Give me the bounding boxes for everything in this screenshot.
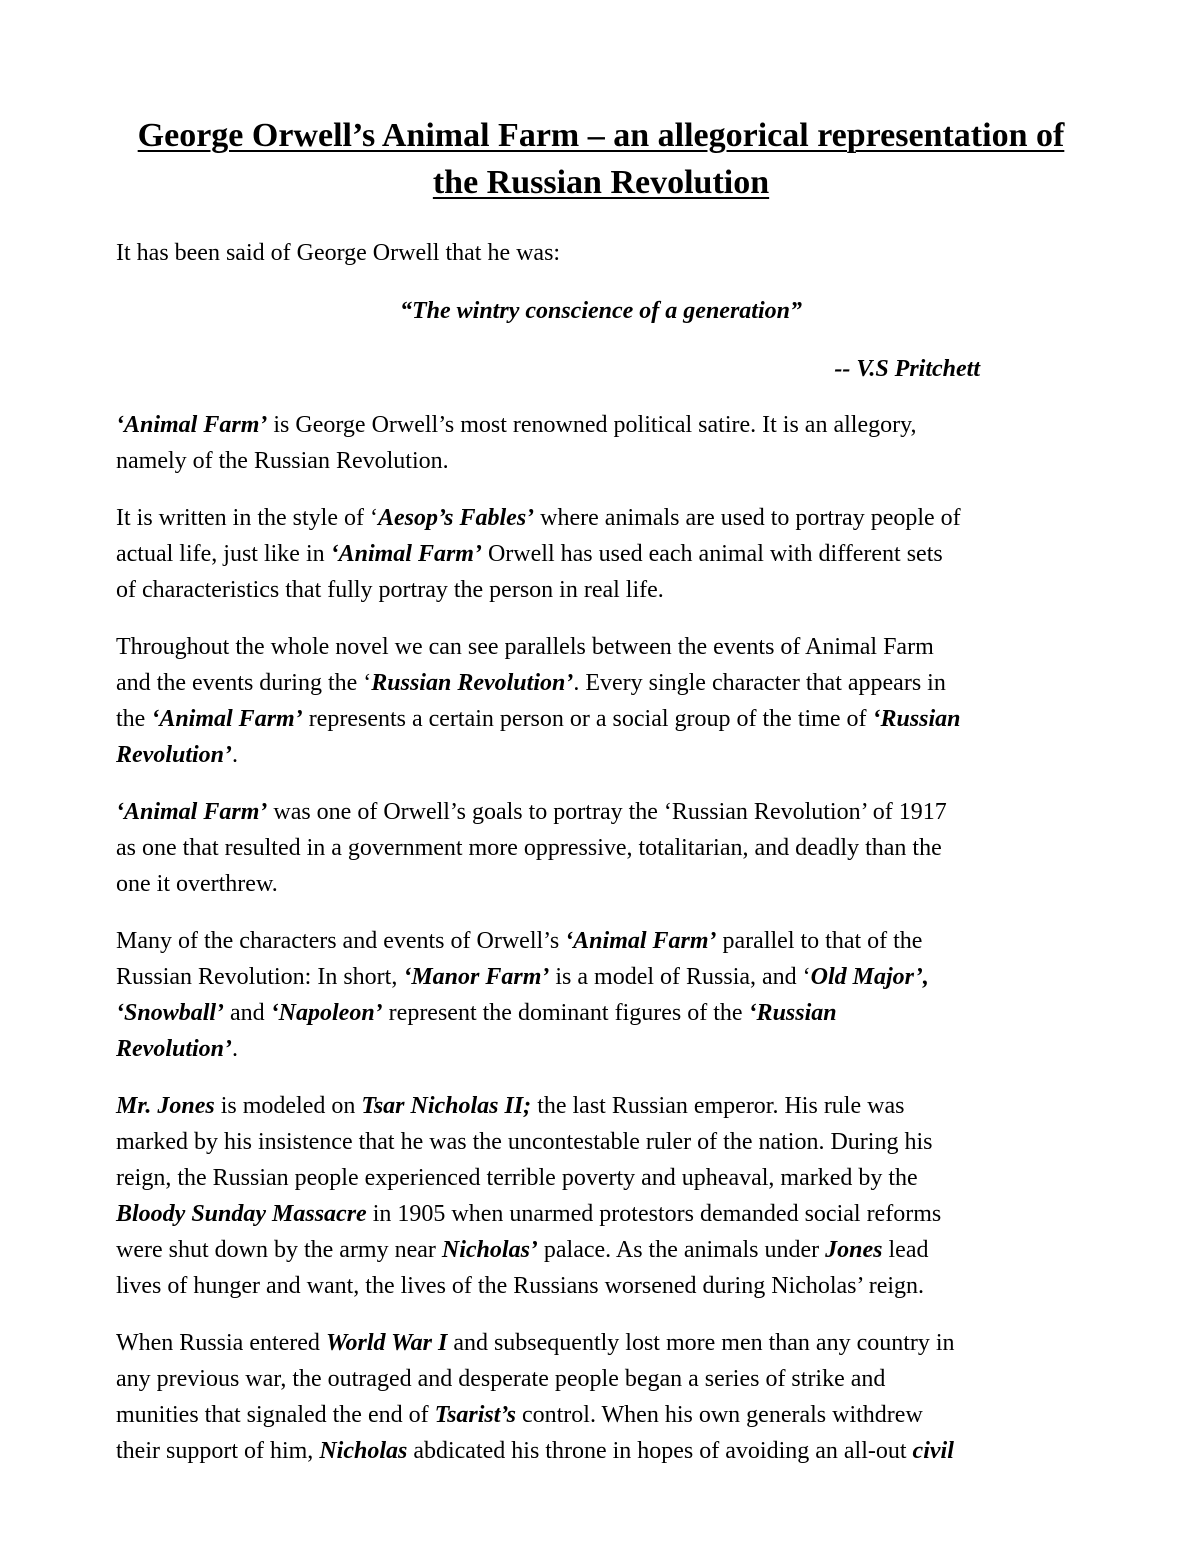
text-run: .: [232, 1036, 239, 1062]
title-line-2: the Russian Revolution: [432, 164, 770, 201]
text-run: their support of him,: [116, 1438, 320, 1464]
text-line: [116, 866, 1086, 902]
text-run: . Every single character that appears in: [573, 670, 946, 696]
text-line: [116, 1433, 1086, 1469]
text-line: [116, 1196, 1086, 1232]
text-run: munities that signaled the end of: [116, 1402, 435, 1428]
intro-text: It has been said of George Orwell that he was:: [116, 240, 561, 266]
emphasized-text: Jones: [825, 1237, 883, 1263]
text-line: [116, 1268, 1086, 1304]
text-run: represents a certain person or a social group of the time of: [302, 706, 873, 732]
text-run: lives of hunger and want, the lives of the Russians worsened during Nicholas’ reign.: [116, 1273, 925, 1299]
quote: “The wintry conscience of a generation”: [400, 298, 802, 324]
body-text: [116, 407, 1086, 1469]
text-line: [116, 737, 1086, 773]
text-line: [116, 1160, 1086, 1196]
emphasized-text: ‘Snowball’: [116, 1000, 225, 1026]
paragraph: [116, 923, 1086, 1067]
text-run: When Russia entered: [116, 1330, 326, 1356]
text-run: is modeled on: [214, 1093, 362, 1119]
emphasized-text: ‘Russian: [872, 706, 961, 732]
text-run: palace. As the animals under: [537, 1237, 826, 1263]
text-line: [116, 407, 1086, 443]
emphasized-text: ‘Animal Farm’: [151, 706, 303, 732]
text-run: Orwell has used each animal with different sets: [481, 541, 943, 567]
text-run: lead: [882, 1237, 929, 1263]
text-line: [116, 1232, 1086, 1268]
text-run: abdicated his throne in hopes of avoiding an all-out: [407, 1438, 913, 1464]
text-run: Many of the characters and events of Orwell’s: [116, 928, 566, 954]
quote-attribution: -- V.S Pritchett: [834, 356, 980, 382]
paragraph: [116, 794, 1086, 902]
emphasized-text: Aesop’s Fables’: [377, 505, 535, 531]
emphasized-text: ‘Animal Farm’: [330, 541, 482, 567]
document-page: [116, 112, 1086, 1469]
emphasized-text: ‘Animal Farm’: [116, 412, 268, 438]
document-title: [116, 112, 1086, 206]
emphasized-text: Mr. Jones: [116, 1093, 215, 1119]
text-line: [116, 665, 1086, 701]
text-line: [116, 1124, 1086, 1160]
text-run: and subsequently lost more men than any country in: [447, 1330, 955, 1356]
text-run: Russian Revolution: In short,: [116, 964, 404, 990]
paragraph: [116, 1325, 1086, 1469]
text-line: [116, 500, 1086, 536]
paragraph: [116, 500, 1086, 608]
text-run: as one that resulted in a government more oppressive, totalitarian, and deadly than the: [116, 835, 942, 861]
text-run: the last Russian emperor. His rule was: [531, 1093, 905, 1119]
text-line: [116, 1325, 1086, 1361]
text-line: [116, 923, 1086, 959]
text-run: any previous war, the outraged and desperate people began a series of strike and: [116, 1366, 886, 1392]
text-run: reign, the Russian people experienced terrible poverty and upheaval, marked by the: [116, 1165, 918, 1191]
text-run: and the events during the ‘: [116, 670, 372, 696]
text-line: [116, 959, 1086, 995]
emphasized-text: Bloody Sunday Massacre: [116, 1201, 367, 1227]
text-run: one it overthrew.: [116, 871, 278, 897]
text-run: namely of the Russian Revolution.: [116, 448, 449, 474]
emphasized-text: Revolution’: [116, 1036, 233, 1062]
text-run: were shut down by the army near: [116, 1237, 442, 1263]
text-line: [116, 629, 1086, 665]
text-run: represent the dominant figures of the: [382, 1000, 749, 1026]
emphasized-text: ‘Animal Farm’: [116, 799, 268, 825]
text-line: [116, 443, 1086, 479]
text-line: [116, 701, 1086, 737]
text-line: [116, 1397, 1086, 1433]
emphasized-text: Tsar Nicholas II;: [361, 1093, 532, 1119]
emphasized-text: ‘Manor Farm’: [403, 964, 550, 990]
text-run: Throughout the whole novel we can see parallels between the events of Animal Farm: [116, 634, 934, 660]
emphasized-text: ‘Napoleon’: [270, 1000, 383, 1026]
emphasized-text: Revolution’: [116, 742, 233, 768]
paragraph: [116, 629, 1086, 773]
text-line: [116, 830, 1086, 866]
emphasized-text: Nicholas: [319, 1438, 408, 1464]
text-line: [116, 1031, 1086, 1067]
text-run: marked by his insistence that he was the uncontestable ruler of the nation. During his: [116, 1129, 933, 1155]
text-line: [116, 1361, 1086, 1397]
paragraph: [116, 1088, 1086, 1304]
text-run: It is written in the style of ‘: [116, 505, 378, 531]
emphasized-text: civil: [912, 1438, 954, 1464]
text-run: .: [232, 742, 239, 768]
text-run: in 1905 when unarmed protestors demanded social reforms: [366, 1201, 942, 1227]
text-run: actual life, just like in: [116, 541, 331, 567]
text-run: is a model of Russia, and ‘: [549, 964, 811, 990]
emphasized-text: ‘Animal Farm’: [565, 928, 717, 954]
emphasized-text: World War I: [325, 1330, 448, 1356]
text-line: [116, 995, 1086, 1031]
text-run: is George Orwell’s most renowned political satire. It is an allegory,: [267, 412, 917, 438]
text-run: the: [116, 706, 152, 732]
emphasized-text: Nicholas’: [441, 1237, 538, 1263]
text-run: where animals are used to portray people of: [534, 505, 961, 531]
emphasized-text: Tsarist’s: [434, 1402, 516, 1428]
text-line: [116, 1088, 1086, 1124]
text-run: of characteristics that fully portray the person in real life.: [116, 577, 664, 603]
text-line: [116, 572, 1086, 608]
emphasized-text: ‘Russian: [748, 1000, 837, 1026]
title-line-1: George Orwell’s Animal Farm – an allegorical representation of: [137, 117, 1065, 154]
text-line: [116, 794, 1086, 830]
emphasized-text: Old Major’,: [810, 964, 929, 990]
emphasized-text: Russian Revolution’: [371, 670, 574, 696]
text-run: control. When his own generals withdrew: [515, 1402, 923, 1428]
text-run: parallel to that of the: [716, 928, 923, 954]
text-run: was one of Orwell’s goals to portray the ‘Russian Revolution’ of 1917: [267, 799, 947, 825]
text-line: [116, 536, 1086, 572]
text-run: and: [224, 1000, 271, 1026]
paragraph: [116, 407, 1086, 479]
